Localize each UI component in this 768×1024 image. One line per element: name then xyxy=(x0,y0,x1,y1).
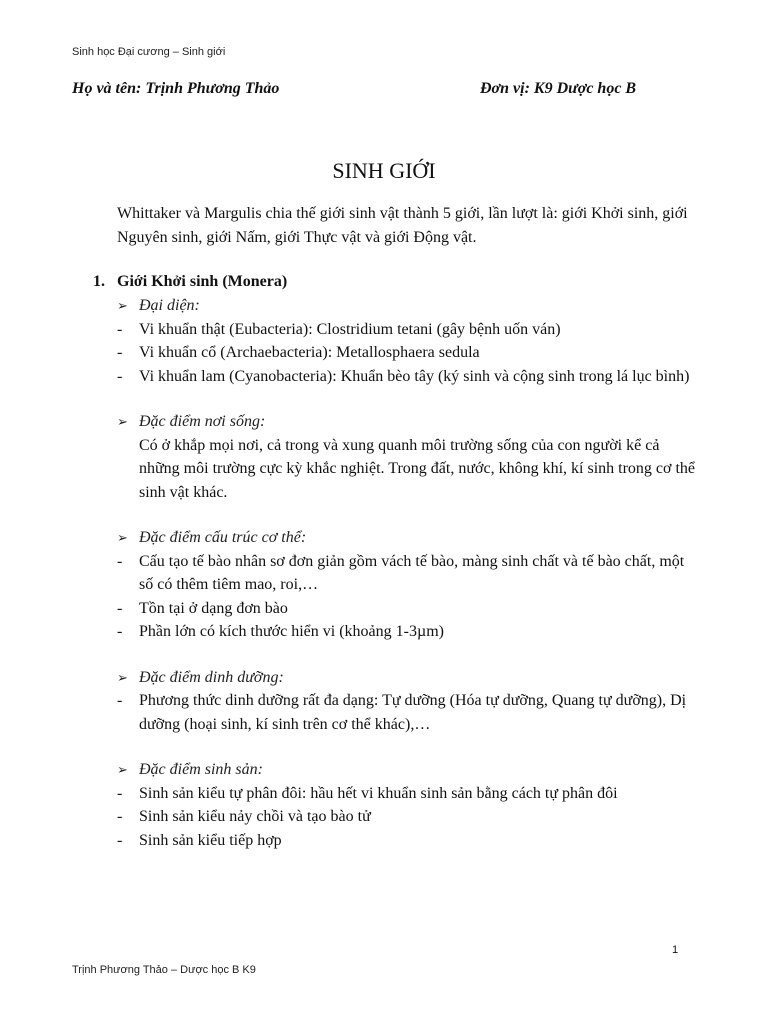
subsection-title: Đặc điểm nơi sống: xyxy=(139,413,266,430)
list-item-text: Sinh sản kiểu tự phân đôi: hầu hết vi khuẩn sinh sản bằng cách tự phân đôi xyxy=(139,784,618,802)
arrow-icon: ➢ xyxy=(117,530,128,545)
subsection-heading xyxy=(117,666,697,690)
subsection-heading xyxy=(117,526,697,550)
list-item-text: Vi khuẩn cổ (Archaebacteria): Metallosphaera sedula xyxy=(139,344,480,361)
list-item-text: Phần lớn có kích thước hiển vi (khoảng 1-3µm) xyxy=(139,623,444,640)
list-item-text: Vi khuẩn lam (Cyanobacteria): Khuẩn bèo tây (ký sinh và cộng sinh trong lá lục bình) xyxy=(139,367,690,385)
list-item-text: Phương thức dinh dưỡng rất đa dạng: Tự dưỡng (Hóa tự dưỡng, Quang tự dưỡng), Dị dưỡng (hoại sinh, kí sinh trên cơ thể khác),… xyxy=(139,692,687,733)
arrow-icon: ➢ xyxy=(117,414,128,429)
section-content xyxy=(117,294,697,852)
bullet-dash: - xyxy=(117,599,123,617)
subsection-heading xyxy=(117,410,697,434)
intro-paragraph: Whittaker và Margulis chia thế giới sinh vật thành 5 giới, lần lượt là: giới Khởi sinh, giới Nguyên sinh, giới Nấm, giới Thực vật và giới Động vật. xyxy=(117,205,688,246)
arrow-icon: ➢ xyxy=(117,762,128,777)
subsection-title: Đặc điểm dinh dưỡng: xyxy=(139,668,284,686)
section-heading xyxy=(93,273,287,291)
list-item xyxy=(117,550,697,597)
list-item xyxy=(117,597,697,621)
bullet-dash: - xyxy=(117,831,123,849)
subsection-title: Đại diện: xyxy=(139,297,200,314)
bullet-list xyxy=(117,550,697,644)
subsection-heading xyxy=(117,294,697,318)
bullet-dash: - xyxy=(117,808,123,825)
bullet-dash: - xyxy=(117,552,123,570)
bullet-dash: - xyxy=(117,784,123,802)
subsection-title: Đặc điểm sinh sản: xyxy=(139,761,263,778)
arrow-icon: ➢ xyxy=(117,298,128,313)
section-title: Giới Khởi sinh (Monera) xyxy=(117,273,288,290)
student-unit: Đơn vị: K9 Dược học B xyxy=(480,80,637,97)
list-item-text: Sinh sản kiểu tiếp hợp xyxy=(139,831,282,849)
list-item xyxy=(117,318,697,342)
running-footer: Trịnh Phương Thảo – Dược học B K9 xyxy=(72,964,256,976)
list-item xyxy=(117,341,697,365)
list-item-text: Vi khuẩn thật (Eubacteria): Clostridium tetani (gây bệnh uốn ván) xyxy=(139,320,561,338)
list-item xyxy=(117,689,697,736)
list-item-text: Tồn tại ở dạng đơn bào xyxy=(139,599,288,617)
bullet-list xyxy=(117,689,697,736)
list-item xyxy=(117,620,697,644)
bullet-list xyxy=(117,318,697,389)
bullet-dash: - xyxy=(117,320,123,338)
arrow-icon: ➢ xyxy=(117,669,128,685)
page-number: 1 xyxy=(672,944,679,956)
bullet-dash: - xyxy=(117,623,123,640)
section-number: 1. xyxy=(93,273,105,290)
list-item xyxy=(117,805,697,829)
bullet-list xyxy=(117,782,697,853)
bullet-dash: - xyxy=(117,692,123,709)
running-header: Sinh học Đại cương – Sinh giới xyxy=(72,46,226,58)
page-title: SINH GIỚI xyxy=(332,158,436,183)
list-item xyxy=(117,782,697,806)
bullet-dash: - xyxy=(117,344,123,361)
subsection-title: Đặc điểm cấu trúc cơ thể: xyxy=(139,529,307,546)
list-item xyxy=(117,829,697,853)
list-item-text: Cấu tạo tế bào nhân sơ đơn giản gồm vách tế bào, màng sinh chất và tế bào chất, một số có thêm tiêm mao, roi,… xyxy=(139,552,685,593)
student-name: Họ và tên: Trịnh Phương Thảo xyxy=(72,80,280,97)
list-item xyxy=(117,365,697,389)
subsection-heading xyxy=(117,758,697,782)
list-item-text: Sinh sản kiểu nảy chồi và tạo bào tử xyxy=(139,808,371,825)
bullet-dash: - xyxy=(117,367,123,385)
habitat-paragraph: Có ở khắp mọi nơi, cả trong và xung quanh môi trường sống của con người kể cả những môi trường cực kỳ khắc nghiệt. Trong đất, nước, không khí, kí sinh trong cơ thể sinh vật khác. xyxy=(139,436,696,501)
